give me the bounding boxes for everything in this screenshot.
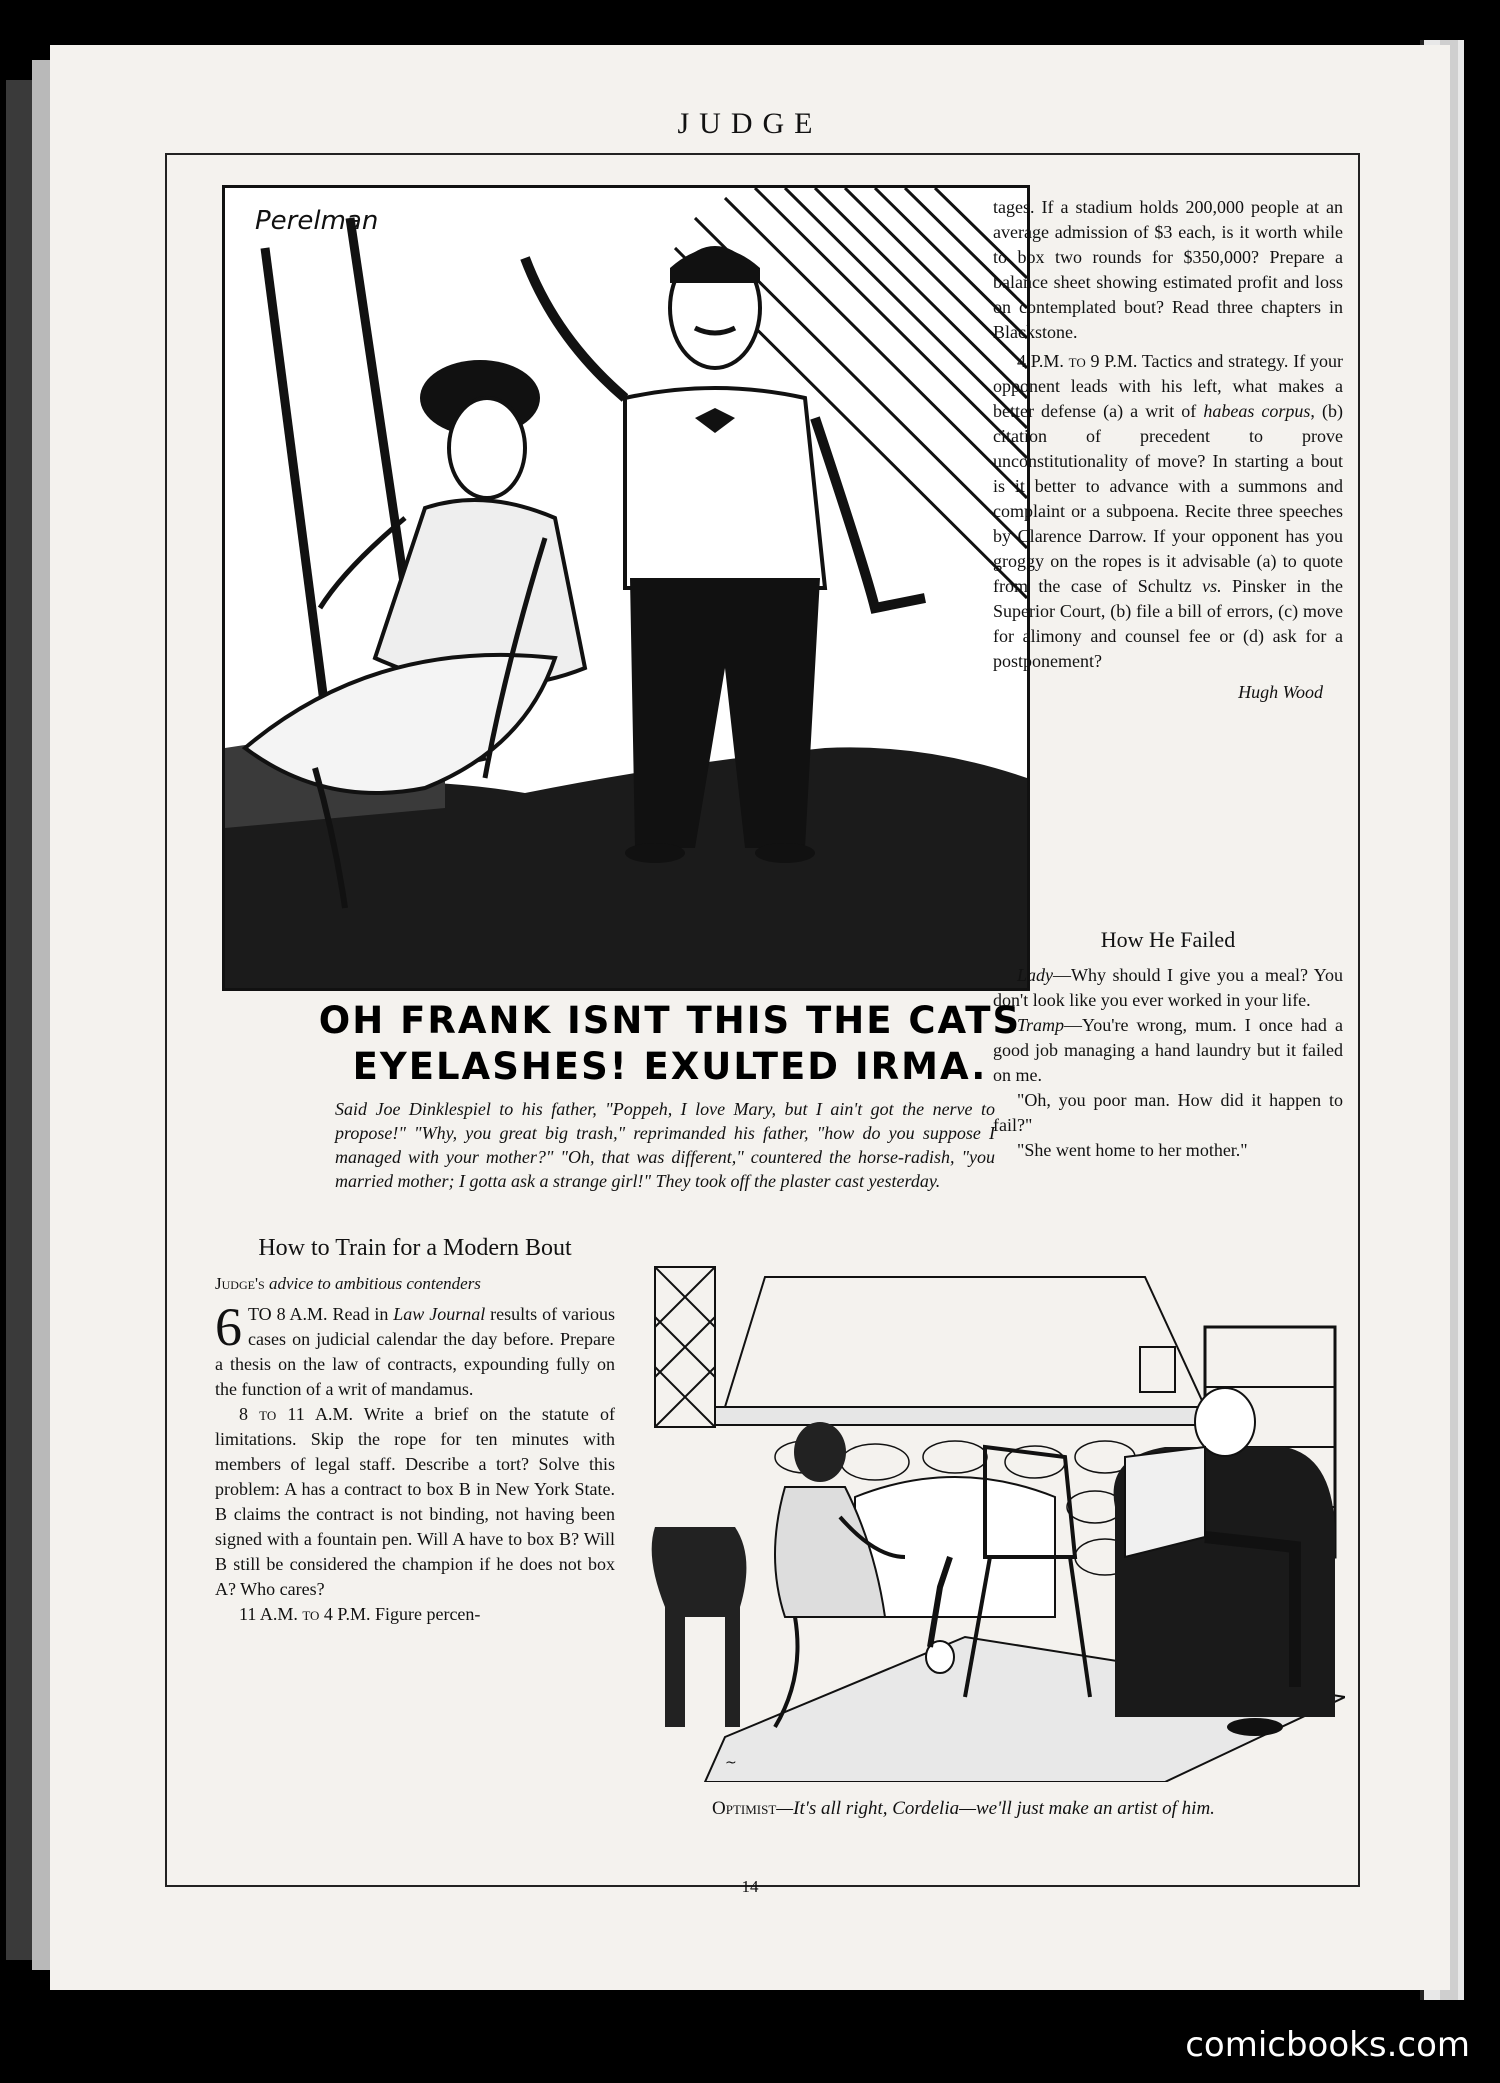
artist-signature: Perelman (255, 206, 379, 236)
how-he-failed-article (993, 925, 1343, 1163)
how-to-train-title: How to Train for a Modern Bout (258, 1235, 572, 1261)
tramp-line: Tramp—You're wrong, mum. I once had a good job managing a hand laundry but it failed on me. (993, 1015, 1343, 1085)
bottom-cartoon-caption (712, 1798, 1352, 1820)
continuation-paragraph-1: tages. If a stadium holds 200,000 people at an average admission of $3 each, is it worth while to box two rounds for $350,000? Prepare a balance sheet showing estimated profit and loss on contemplated bout? Read three chapters in Blackstone. (993, 197, 1343, 342)
training-6-to-8: 6 TO 8 A.M. Read in Law Journal results of various cases on judicial calendar the day before. Prepare a thesis on the law of contracts, expounding fully on the function of a writ of mandamus. (215, 1297, 615, 1399)
drop-cap: 6 (215, 1297, 242, 1357)
caption-text: —It's all right, Cordelia—we'll just make an artist of him. (776, 1798, 1215, 1819)
page-number: 14 (741, 1877, 759, 1896)
bottom-cartoon-panel (645, 1257, 1345, 1782)
living-room-illustration (645, 1257, 1345, 1782)
training-11-to-4: 11 A.M. to 4 P.M. Figure percen- (239, 1604, 481, 1624)
training-8-to-11: 8 to 11 A.M. Write a brief on the statute of limitations. Skip the rope for ten minutes with members of legal staff. Describe a tort? Solve this problem: A has a contract to box B in New York State. B claims the contract is not binding, not having been signed with a fountain pen. Will A have to box B? Will B still be considered the champion if he does not box A? Who cares? (215, 1404, 616, 1599)
author-signature: Hugh Wood (1238, 682, 1323, 702)
training-continuation-column (993, 195, 1343, 705)
top-cartoon-caption (275, 998, 1065, 1090)
continuation-paragraph-2: 4 P.M. to 9 P.M. Tactics and strategy. If your opponent leads with his left, what makes a better defense (a) a writ of habeas corpus, (b) citation of precedent to prove unconstitutionality of move? In starting a bout is it better to advance with a summons and complaint or a subpoena. Recite three speeches by Clarence Darrow. If your opponent has you groggy on the ropes is it advisable (a) to quote from the case of Schultz vs. Pinsker in the Superior Court, (b) file a bill of errors, (c) move for alimony and counsel fee or (d) ask for a postponement? (993, 351, 1344, 671)
site-watermark: comicbooks.com (1185, 2025, 1470, 2065)
page-stack-edge (32, 60, 50, 1970)
masthead: JUDGE (677, 107, 823, 140)
caption-line-2: EYELASHES! EXULTED IRMA. (352, 1045, 988, 1088)
top-cartoon-panel (222, 185, 1030, 991)
lady-line: Lady—Why should I give you a meal? You don't look like you ever worked in your life. (993, 965, 1343, 1010)
magazine-page (50, 45, 1450, 1990)
lady-reply: "Oh, you poor man. How did it happen to fail?" (993, 1090, 1343, 1135)
dinklespiel-joke: Said Joe Dinklespiel to his father, "Poppeh, I love Mary, but I ain't got the nerve to propose!" "Why, you great big trash," reprimanded his father, "how do you suppose I managed with your mother?" "Oh, that was different," countered the horse-radish, "you married mother; I gotta ask a strange girl!" They took off the plaster cast yesterday. (335, 1099, 995, 1191)
how-to-train-subtitle: Judge's advice to ambitious contenders (215, 1274, 481, 1293)
tramp-punchline: "She went home to her mother." (1017, 1140, 1248, 1160)
time-4pm-9pm: 4 P.M. to 9 P.M. (1017, 351, 1138, 371)
how-to-train-article (215, 1233, 615, 1627)
how-he-failed-title: How He Failed (1100, 927, 1236, 952)
book-spine (6, 80, 32, 1960)
caption-line-1: OH FRANK ISNT THIS THE CATS (318, 999, 1022, 1042)
caption-speaker: Optimist (712, 1798, 777, 1819)
svg-text:~: ~ (725, 1755, 737, 1771)
swing-couple-illustration (225, 188, 1027, 988)
